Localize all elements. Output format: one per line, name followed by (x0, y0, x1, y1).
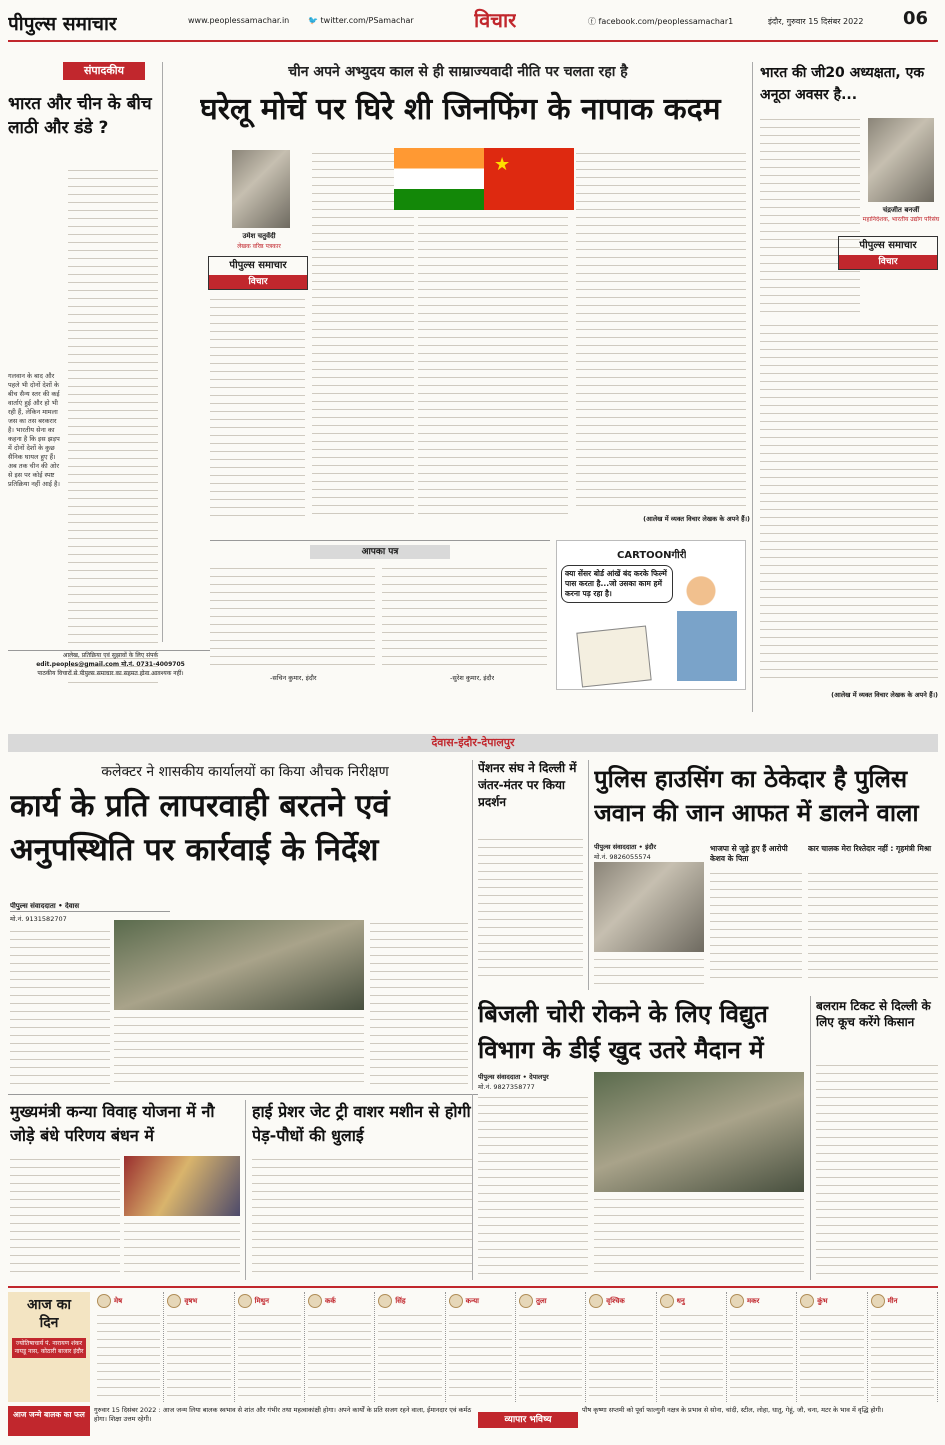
rashi-box (375, 1292, 445, 1402)
story6-headline: बिजली चोरी रोकने के लिए विद्युत विभाग के डीई खुद उतरे मैदान में (478, 1000, 768, 1064)
rashi-header (449, 1294, 512, 1308)
story6-mobile: मो.नं. 9827358777 (478, 1083, 535, 1091)
rashi-text (378, 1312, 441, 1398)
rashi-name: कुंभ (817, 1296, 828, 1305)
lead-brand-name: पीपुल्स समाचार (229, 260, 287, 271)
rashi-symbol-icon (871, 1294, 885, 1308)
vyapar-title: व्यापार भविष्य (478, 1412, 578, 1428)
rashi-symbol-icon (378, 1294, 392, 1308)
column-divider (162, 62, 163, 642)
rashi-text (449, 1312, 512, 1398)
right-brand-sub: विचार (839, 255, 937, 269)
rashi-header (871, 1294, 934, 1308)
cartoon-figure (677, 571, 737, 681)
story3-photo (594, 862, 704, 952)
rashi-text (800, 1312, 863, 1398)
editorial-footer-disclaimer: पाठकीय विचारों से पीपुल्स समाचार का सहमत होना आवश्यक नहीं। (37, 670, 184, 677)
story4-body-col2 (124, 1220, 240, 1276)
story1-photo (114, 920, 364, 1010)
rashi-box (164, 1292, 234, 1402)
story2-body (478, 836, 583, 981)
dateline: इंदौर, गुरुवार 15 दिसंबर 2022 (768, 17, 864, 26)
horoscope-strip (8, 1286, 938, 1438)
right-brand-box (838, 236, 938, 270)
story4-body-col1 (10, 1156, 120, 1276)
rashi-name: तुला (535, 1296, 547, 1305)
story1-body-col2 (114, 1014, 364, 1088)
editorial-footer (8, 650, 213, 698)
cartoon-newspaper (576, 625, 651, 687)
row-divider (8, 1094, 478, 1095)
story3-headline: पुलिस हाउसिंग का ठेकेदार है पुलिस जवान की जान आफत में डालने वाला (594, 765, 919, 827)
story7-headline: बलराम टिकट से दिल्ली के लिए कूच करेंगे किसान (816, 999, 931, 1029)
lead-author-role: लेखक वरिष्ठ पत्रकार (237, 243, 281, 250)
masthead (8, 6, 938, 38)
rashi-name: मेष (114, 1296, 123, 1305)
rashi-name: सिंह (395, 1296, 406, 1305)
lead-brand-box (208, 256, 308, 290)
story1-mobile: मो.नं. 9131582707 (10, 915, 67, 923)
letter-1-body (210, 565, 375, 669)
rashi-text (660, 1312, 723, 1398)
rashi-symbol-icon (730, 1294, 744, 1308)
rashi-header (800, 1294, 863, 1308)
editorial-headline: भारत और चीन के बीच लाठी और डंडे ? (8, 94, 152, 138)
twitter-handle: twitter.com/PSamachar (320, 16, 414, 25)
story3-box1-title: भाजपा से जुड़े हुए हैं आरोपी केशव के पिता (710, 844, 788, 863)
rashi-text (238, 1312, 301, 1398)
story1-kicker: कलेक्टर ने शासकीय कार्यालयों का किया औचक निरीक्षण (101, 764, 389, 780)
rashi-header (589, 1294, 652, 1308)
rashi-name: मीन (887, 1296, 898, 1305)
letter-1-signature: -सचिन कुमार, इंदौर (270, 674, 317, 682)
lead-brand-sub: विचार (209, 275, 307, 289)
rashi-symbol-icon (97, 1294, 111, 1308)
rashi-header (238, 1294, 301, 1308)
column-divider-3 (588, 760, 589, 990)
india-flag-image (394, 148, 484, 210)
rashi-grid (94, 1292, 938, 1402)
editorial-pull-quote: गलवान के बाद और पहले भी दोनों देशों के बीच सैन्य स्तर की कई वार्ताएं हुई और हो भी रही हैं, लेकिन मामला जस का तस बरकरार है। भारतीय सेना का कहना है कि इस झड़प में दोनों देशों के कुछ सैनिक घायल हुए हैं। अब तक चीन की ओर से इस पर कोई स्पष्ट प्रतिक्रिया नहीं आई है। (8, 372, 60, 488)
story1-body-col3 (370, 920, 468, 1088)
facebook-handle: facebook.com/peoplessamachar1 (598, 17, 734, 26)
rashi-symbol-icon (800, 1294, 814, 1308)
editorial-footer-email[interactable]: edit.peoples@gmail.com मो.नं. 0731-4009705 (36, 661, 185, 668)
story6-byline: पीपुल्स संवाददाता • देपालपुर (478, 1073, 549, 1081)
story3-mobile: मो.नं. 9826055574 (594, 853, 651, 861)
story6-body-col2 (594, 1196, 804, 1278)
vyapar-text: पौष कृष्णा सप्तमी को पूर्वा फाल्गुनी नक्षत्र के प्रभाव से सोना, चांदी, स्टील, लोहा, धातु, गेहूं, जौ, चना, मटर के भाव में वृद्धि होगी। (582, 1406, 884, 1414)
rashi-header (378, 1294, 441, 1308)
china-flag-image: ★ (484, 148, 574, 210)
story3-byline: पीपुल्स संवाददाता • इंदौर (594, 843, 657, 851)
rashi-text (519, 1312, 582, 1398)
story3-body (594, 956, 704, 986)
lead-body-col4 (576, 150, 746, 510)
rashi-name: धनु (676, 1296, 685, 1305)
rashi-name: मकर (746, 1296, 760, 1305)
rashi-name: कर्क (324, 1296, 336, 1305)
aaj-ka-din-box (8, 1292, 90, 1402)
lead-disclaimer: (आलेख में व्यक्त विचार लेखक के अपने हैं।) (643, 515, 750, 523)
lead-kicker: चीन अपने अभ्युदय काल से ही साम्राज्यवादी नीति पर चलता रहा है (288, 64, 628, 80)
story4-photo (124, 1156, 240, 1216)
right-author-photo (868, 118, 934, 202)
lead-body-col1 (210, 296, 305, 521)
story3-box2-title: कार चालक मेरा रिश्तेदार नहीं : गृहमंत्री मिश्रा (808, 844, 932, 853)
lead-headline: घरेलू मोर्चे पर घिरे शी जिनफिंग के नापाक कदम (200, 92, 721, 127)
right-article-body-top (760, 116, 860, 316)
cartoon-box (556, 540, 746, 690)
rashi-name: मिथुन (254, 1296, 270, 1305)
story1-body-col1 (10, 928, 110, 1088)
rashi-box (94, 1292, 164, 1402)
page-number: 06 (903, 8, 929, 29)
letter-2-body (382, 565, 547, 669)
story6-body-col1 (478, 1094, 588, 1278)
column-divider-5 (472, 1094, 473, 1280)
rashi-symbol-icon (308, 1294, 322, 1308)
rashi-header (519, 1294, 582, 1308)
website-link[interactable]: www.peoplessamachar.in (188, 16, 290, 25)
rashi-header (308, 1294, 371, 1308)
cartoon-title: CARTOONगीरी (617, 550, 687, 561)
editorial-footer-contact: आलेख, प्रतिक्रिया एवं सुझावों के लिए संपर्क (62, 652, 159, 659)
rashi-symbol-icon (589, 1294, 603, 1308)
rashi-box (235, 1292, 305, 1402)
rashi-text (97, 1312, 160, 1398)
column-divider-4 (245, 1100, 246, 1280)
rashi-header (660, 1294, 723, 1308)
author-photo (232, 150, 290, 228)
story3-box2-body (808, 870, 938, 980)
rashi-header (167, 1294, 230, 1308)
aaj-janme-title: आज जन्मे बालक का फल (8, 1406, 90, 1436)
rashi-text (730, 1312, 793, 1398)
right-article-disclaimer: (आलेख में व्यक्त विचार लेखक के अपने हैं।) (831, 691, 938, 699)
editorial-body (68, 167, 158, 687)
rashi-symbol-icon (238, 1294, 252, 1308)
column-divider-right (752, 62, 753, 712)
column-divider-6 (810, 996, 811, 1280)
rashi-symbol-icon (519, 1294, 533, 1308)
column-divider-2 (472, 760, 473, 1090)
cartoon-speech-bubble: क्या सेंसर बोर्ड आंखें बंद करके फिल्में पास करता है...जो उसका काम हमें करना पड़ रहा है। (561, 565, 673, 603)
rashi-header (730, 1294, 793, 1308)
rashi-name: वृश्चिक (606, 1296, 625, 1305)
right-article-body (760, 322, 938, 684)
rashi-text (589, 1312, 652, 1398)
story4-headline: मुख्यमंत्री कन्या विवाह योजना में नौ जोड़े बंधे परिणय बंधन में (10, 1102, 215, 1145)
rashi-box (797, 1292, 867, 1402)
right-author-role: महानिदेशक, भारतीय उद्योग परिसंघ (862, 216, 940, 223)
story5-headline: हाई प्रेशर जेट ट्री वाशर मशीन से होगी पेड़-पौधों की धुलाई (252, 1102, 471, 1145)
rashi-header (97, 1294, 160, 1308)
rashi-name: कन्या (465, 1296, 479, 1305)
masthead-rule (8, 40, 938, 42)
rashi-box (305, 1292, 375, 1402)
story1-byline: पीपुल्स संवाददाता • देवास (10, 902, 170, 912)
story3-box1-body (710, 870, 802, 980)
right-author-name: चंद्रजीत बनर्जी (882, 206, 920, 214)
letter-2-signature: -सुरेश कुमार, इंदौर (450, 674, 495, 682)
brand-logo: पीपुल्स समाचार (8, 13, 117, 35)
rashi-symbol-icon (660, 1294, 674, 1308)
lead-author-name: उमेश चतुर्वेदी (242, 232, 276, 240)
story6-photo (594, 1072, 804, 1192)
editorial-column (8, 62, 158, 712)
section-band (8, 734, 938, 752)
letters-box (210, 540, 550, 690)
story2-headline: पेंशनर संघ ने दिल्ली में जंतर-मंतर पर किया प्रदर्शन (478, 761, 577, 809)
astrologer-credit: ज्योतिषाचार्य पं. नारायण शंकर नायडू नास, कोठारी बाजार इंदौर (12, 1338, 86, 1358)
editorial-tag: संपादकीय (63, 62, 145, 80)
rashi-name: वृषभ (184, 1296, 198, 1305)
rashi-text (308, 1312, 371, 1398)
rashi-symbol-icon (167, 1294, 181, 1308)
rashi-box (446, 1292, 516, 1402)
story5-body (252, 1156, 472, 1276)
aaj-janme-text: गुरुवार 15 दिसंबर 2022 : आज जन्म लिया बालक स्वभाव से शांत और गंभीर तथा महत्वाकांक्षी होगा। अपने कार्यों के प्रति सजग रहने वाला, ईमानदार एवं कर्मठ होगा। शिक्षा उत्तम रहेगी। (94, 1406, 472, 1423)
section-band-title: देवास-इंदौर-देपालपुर (431, 736, 515, 749)
aaj-ka-din-title: आज का दिन (27, 1297, 71, 1331)
right-brand-name: पीपुल्स समाचार (859, 240, 917, 251)
letters-title: आपका पत्र (310, 545, 450, 559)
facebook-link[interactable]: ⓕ facebook.com/peoplessamachar1 (588, 17, 734, 26)
right-article-headline: भारत की जी20 अध्यक्षता, एक अनूठा अवसर है... (760, 65, 925, 103)
lead-body-col3 (418, 214, 568, 520)
rashi-text (167, 1312, 230, 1398)
rashi-box (586, 1292, 656, 1402)
section-title: विचार (474, 8, 517, 32)
rashi-box (868, 1292, 938, 1402)
twitter-link[interactable]: 🐦 twitter.com/PSamachar (308, 16, 414, 25)
story7-body (816, 1062, 938, 1278)
rashi-box (727, 1292, 797, 1402)
story1-headline: कार्य के प्रति लापरवाही बरतने एवं अनुपस्थिति पर कार्रवाई के निर्देश (10, 788, 390, 868)
rashi-box (516, 1292, 586, 1402)
rashi-box (657, 1292, 727, 1402)
rashi-text (871, 1312, 934, 1398)
rashi-symbol-icon (449, 1294, 463, 1308)
